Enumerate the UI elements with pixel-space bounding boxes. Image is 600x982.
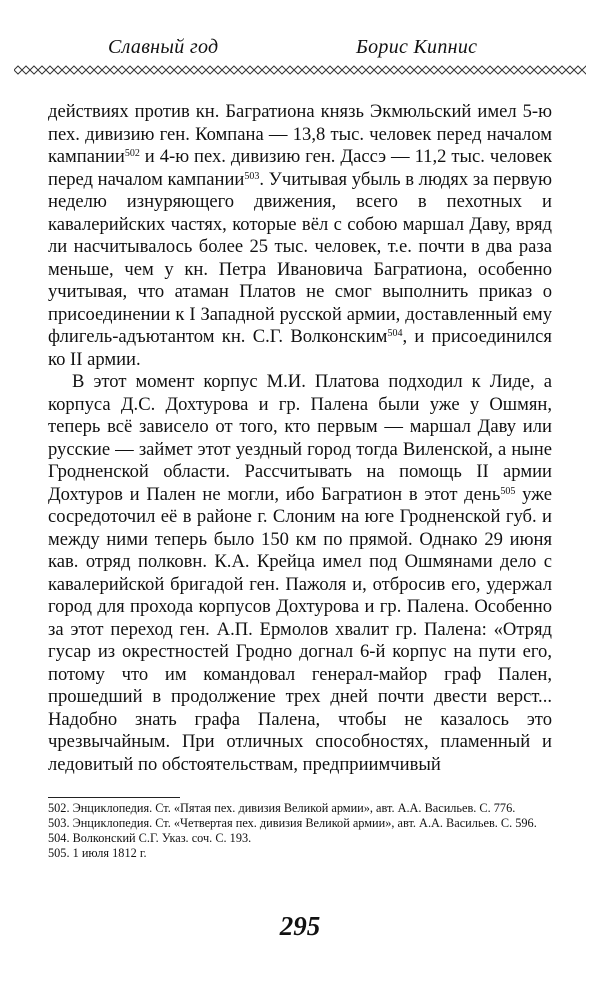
footnote: 502. Энциклопедия. Ст. «Пятая пех. дивизия Великой армии», авт. А.А. Васильев. С. 776. [48,801,516,815]
header-book-title: Славный год [108,36,219,58]
footnote-ref: 502 [124,148,140,159]
footnote-ref: 505 [500,485,516,497]
footnote: 503. Энциклопедия. Ст. «Четвертая пех. дивизия Великой армии», авт. А.А. Васильев. С. 596. [48,816,537,830]
text-run: и 4-ю пех. дивизию ген. Дассэ — 11,2 тыс. человек перед началом кампании [48,146,552,190]
decorative-rule [14,64,586,76]
footnote-ref: 503 [244,170,260,182]
footnote: 504. Волконский С.Г. Указ. соч. С. 193. [48,831,252,845]
paragraph-2 [48,371,552,776]
main-text [48,101,552,776]
text-run: действиях против кн. Багратиона князь Экмюльский имел 5-ю пех. дивизию ген. Компана — 13,8 тыс. человек перед началом кампании [48,101,552,167]
text-run: уже сосредоточил её в районе г. Слоним на юге Гродненской губ. и между ними теперь было 150 км по прямой. Однако 29 июня кав. отряд полковн. К.А. Крейца имел под Ошмянами дело с кавалерийской бригадой ген. Пажоля и, отбросив его, удержал город для прохода корпусов Дохтурова и гр. Палена. Особенно за этот переход ген. А.П. Ермолов хвалит гр. Палена: «Отряд гусар из окрестностей Гродно догнал 6-й корпус на пути его, потому что им командовал генерал-майор граф Пален, прошедший в продолжение трех дней почти двести верст... Надобно знать графа Палена, чтобы не казалось это чрезвычайным. При отличных способностях, пламенный и ледовитый по обстоятельствам, предприимчивый [48,483,552,775]
footnotes [48,801,552,861]
footnote-divider [48,797,180,798]
footnote: 505. 1 июля 1812 г. [48,846,147,860]
text-run: , и присоединился ко II армии. [48,326,552,370]
paragraph-1 [48,101,552,371]
page-number: 295 [279,911,321,941]
footnote-ref: 504 [387,328,403,339]
text-run: В этот момент корпус М.И. Платова подходил к Лиде, а корпуса Д.С. Дохтурова и гр. Палена были уже у Ошмян, теперь всё зависело от того, кто первым — маршал Даву или русские — займет этот уездный город тогда Виленской, а ныне Гродненской области. Рассчитывать на помощь II армии Дохтуров и Пален не могли, ибо Багратион в этот день [48,371,552,505]
running-header [0,36,600,66]
header-author: Борис Кипнис [356,36,478,58]
text-run: . Учитывая убыль в людях за первую неделю изнуряющего движения, всего в пехотных и кавалерийских частях, которые вёл с собою маршал Даву, вряд ли насчитывалось более 25 тыс. человек, т.е. почти в два раза меньше, чем у кн. Петра Ивановича Багратиона, особенно учитывая, что атаман Платов не смог выполнить приказ о присоединении к I Западной русской армии, доставленный ему флигель-адъютантом кн. С.Г. Волконским [48,168,552,347]
